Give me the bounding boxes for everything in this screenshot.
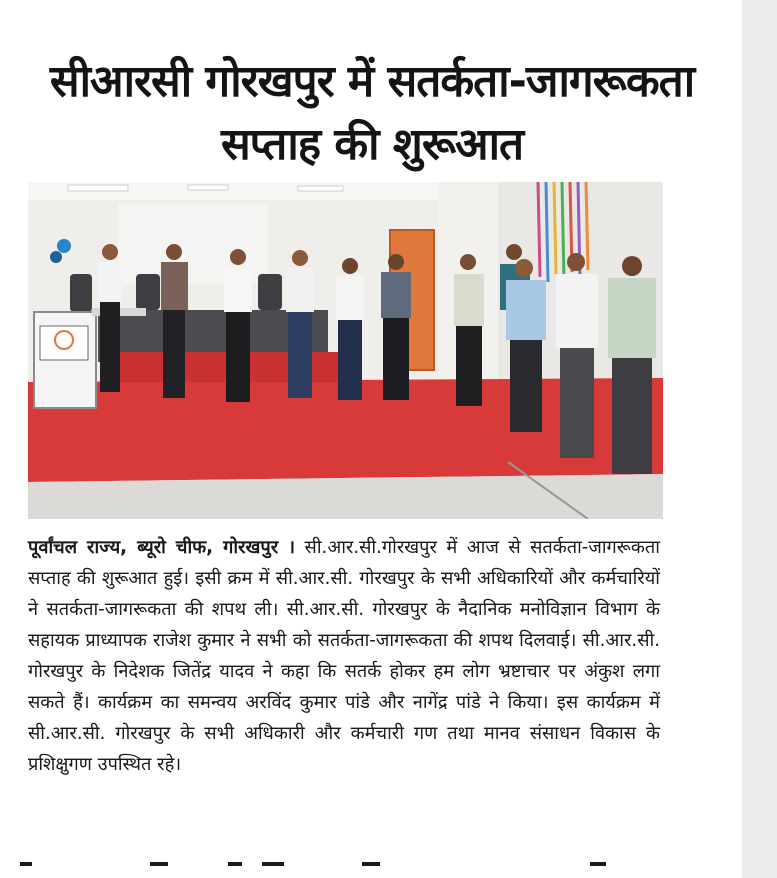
page-margin <box>742 0 777 878</box>
article-body-text: सी.आर.सी.गोरखपुर में आज से सतर्कता-जागरूकता सप्ताह की शुरूआत हुई। इसी क्रम में सी.आर.सी. गोरखपुर के सभी अधिकारियों और कर्मचारियों ने सतर्कता-जागरूकता की शपथ ली। सी.आर.सी. गोरखपुर के नैदानिक मनोविज्ञान विभाग के सहायक प्राध्यापक राजेश कुमार ने सभी को सतर्कता-जागरूकता की शपथ दिलवाई। सी.आर.सी. गोरखपुर के निदेशक जितेंद्र यादव ने कहा कि सतर्क होकर हम लोग भ्रष्टाचार पर अंकुश लगा सकते हैं। कार्यक्रम का समन्वय अरविंद कुमार पांडे और नागेंद्र पांडे ने किया। इस कार्यक्रम में सी.आर.सी. गोरखपुर के सभी अधिकारी और कर्मचारी गण तथा मानव संसाधन विकास के प्रशिक्षुगण उपस्थित रहे। <box>28 537 660 775</box>
oath-ceremony-photo <box>28 182 663 519</box>
article-body <box>28 532 660 780</box>
article-headline: सीआरसी गोरखपुर में सतर्कता-जागरूकता सप्ताह की शुरूआत <box>49 56 695 170</box>
article-photo <box>28 182 663 519</box>
next-article-headline-fragment <box>0 862 742 878</box>
article-byline: पूर्वांचल राज्य, ब्यूरो चीफ, गोरखपुर । <box>28 537 296 558</box>
